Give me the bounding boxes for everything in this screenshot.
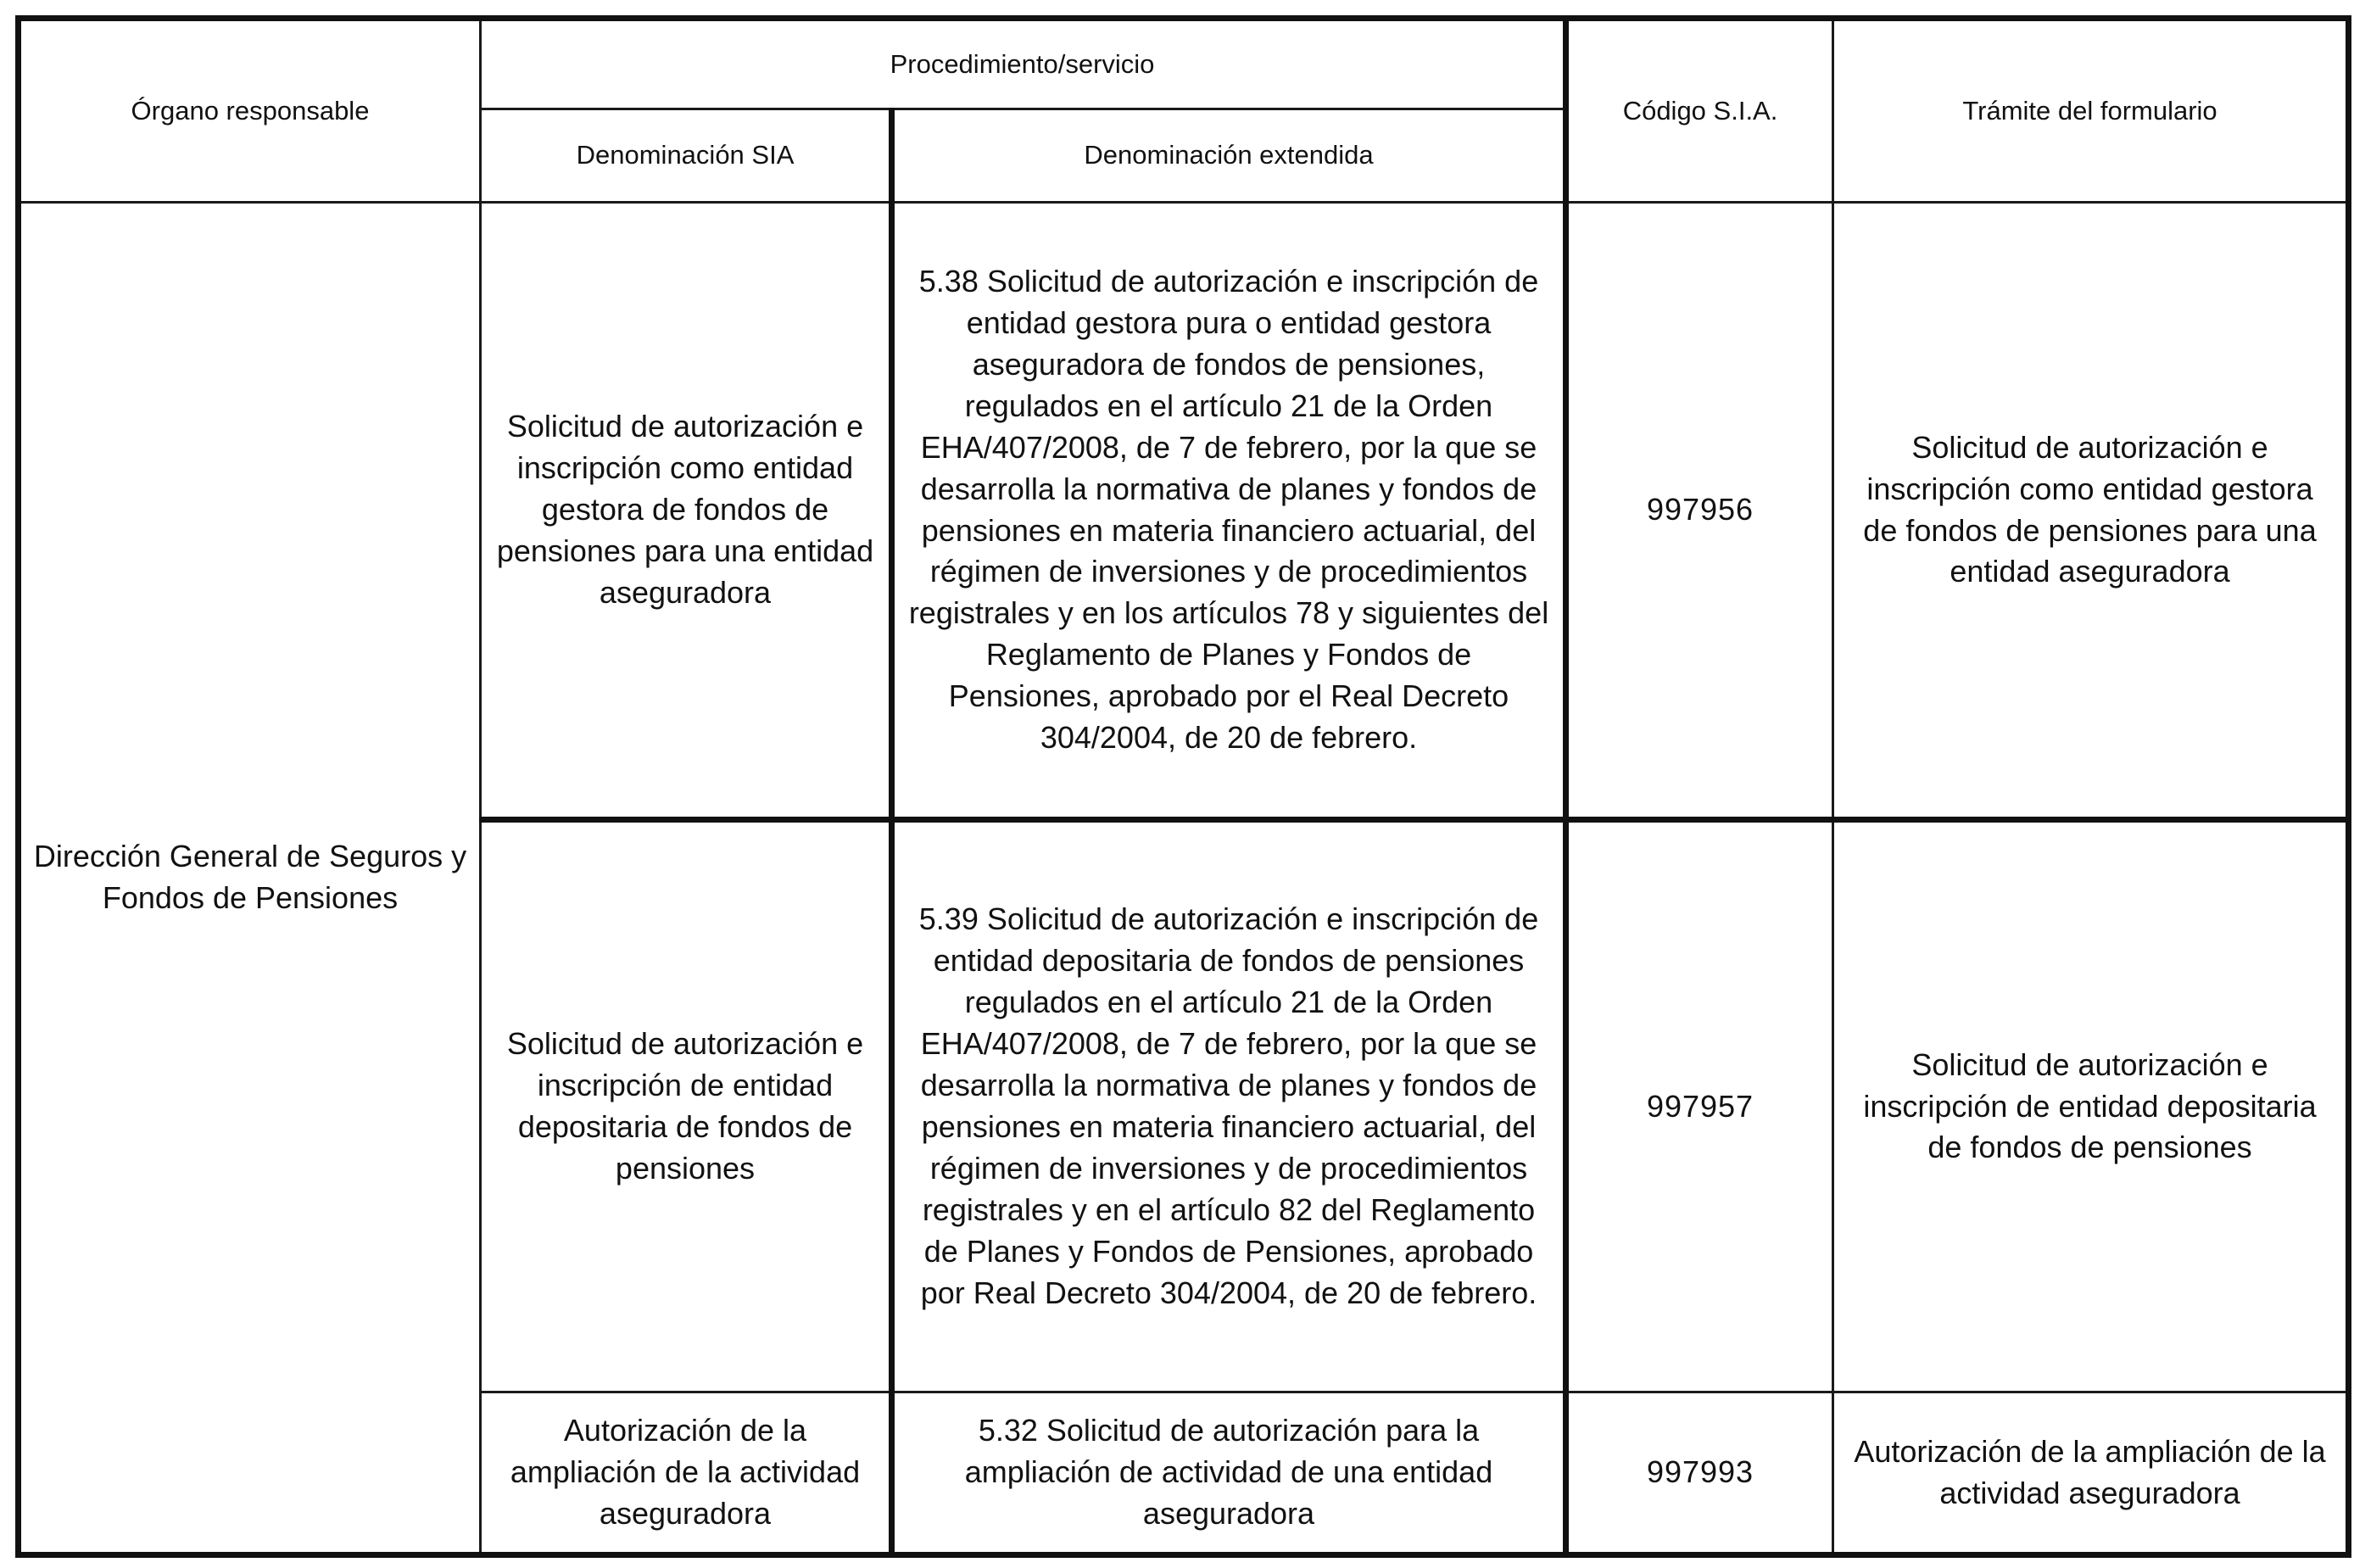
cell-organo-responsable: Dirección General de Seguros y Fondos de Pensiones [19, 203, 481, 1555]
cell-denominacion-extendida: 5.39 Solicitud de autorización e inscripción de entidad depositaria de fondos de pensiones regulados en el artículo 21 de la Orden EHA/407/2008, de 7 de febrero, por la que se desarrolla la normativa de planes y fondos de pensiones en materia financiero actuarial, del régimen de inversiones y de procedimientos registrales y en el artículo 82 del Reglamento de Planes y Fondos de Pensiones, aprobado por Real Decreto 304/2004, de 20 de febrero. [892, 820, 1566, 1392]
cell-denominacion-sia: Autorización de la ampliación de la actividad aseguradora [481, 1392, 892, 1555]
cell-tramite-formulario: Solicitud de autorización e inscripción de entidad depositaria de fondos de pensiones [1833, 820, 2349, 1392]
header-organo-responsable: Órgano responsable [19, 19, 481, 203]
header-denominacion-sia: Denominación SIA [481, 109, 892, 203]
cell-denominacion-extendida: 5.38 Solicitud de autorización e inscripción de entidad gestora pura o entidad gestora aseguradora de fondos de pensiones, regulados en el artículo 21 de la Orden EHA/407/2008, de 7 de febrero, por la que se desarrolla la normativa de planes y fondos de pensiones en materia financiero actuarial, del régimen de inversiones y de procedimientos registrales y en los artículos 78 y siguientes del Reglamento de Planes y Fondos de Pensiones, aprobado por el Real Decreto 304/2004, de 20 de febrero. [892, 203, 1566, 820]
cell-denominacion-sia: Solicitud de autorización e inscripción como entidad gestora de fondos de pensiones para una entidad aseguradora [481, 203, 892, 820]
table-row [19, 203, 2349, 820]
cell-denominacion-extendida: 5.32 Solicitud de autorización para la ampliación de actividad de una entidad aseguradora [892, 1392, 1566, 1555]
header-denominacion-extendida: Denominación extendida [892, 109, 1566, 203]
header-procedimiento-servicio: Procedimiento/servicio [481, 19, 1566, 109]
cell-denominacion-sia: Solicitud de autorización e inscripción de entidad depositaria de fondos de pensiones [481, 820, 892, 1392]
cell-tramite-formulario: Solicitud de autorización e inscripción como entidad gestora de fondos de pensiones para una entidad aseguradora [1833, 203, 2349, 820]
header-codigo-sia: Código S.I.A. [1566, 19, 1833, 203]
cell-codigo-sia: 997957 [1566, 820, 1833, 1392]
header-tramite-formulario: Trámite del formulario [1833, 19, 2349, 203]
cell-codigo-sia: 997993 [1566, 1392, 1833, 1555]
cell-tramite-formulario: Autorización de la ampliación de la actividad aseguradora [1833, 1392, 2349, 1555]
procedures-table [15, 15, 2351, 1558]
cell-codigo-sia: 997956 [1566, 203, 1833, 820]
